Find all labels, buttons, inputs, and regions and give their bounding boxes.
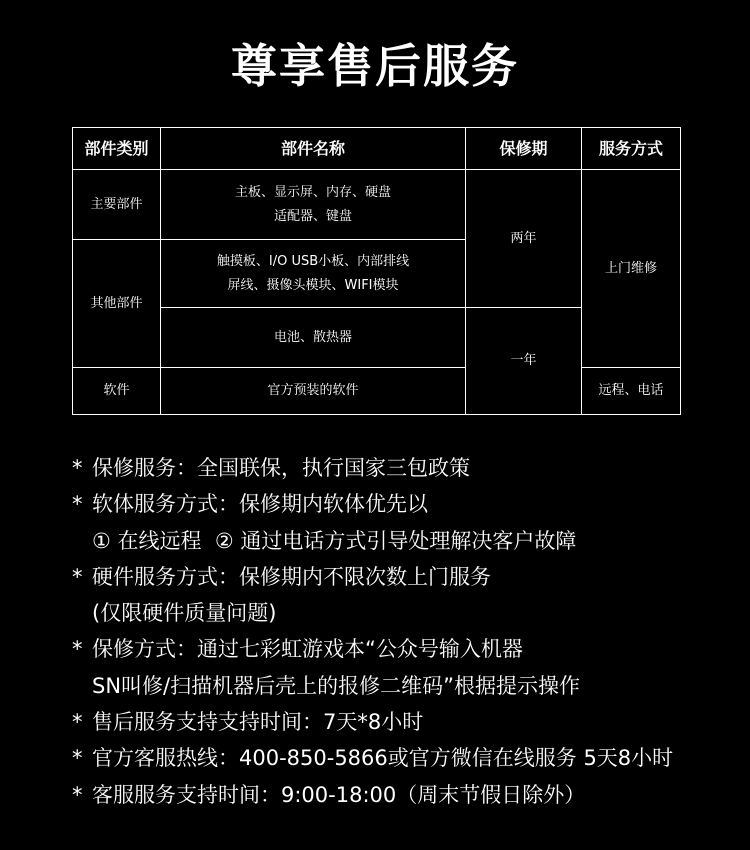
parts-battery: 电池、散热器 (161, 308, 466, 368)
parts-other-line2: 屏线、摄像头模块、WIFI模块 (227, 277, 399, 293)
warranty-table (72, 127, 681, 415)
parts-main-line1: 主板、显示屏、内存、硬盘 (234, 184, 391, 200)
note-line (72, 595, 750, 631)
table-row (73, 368, 681, 415)
category-main: 主要部件 (73, 170, 161, 240)
note-text: 售后服务支持支持时间：7天*8小时 (92, 710, 424, 735)
header-category: 部件类别 (73, 128, 161, 170)
header-warranty: 保修期 (466, 128, 582, 170)
warranty-two-years: 两年 (466, 170, 582, 308)
note-text: 硬件服务方式：保修期内不限次数上门服务 (92, 564, 491, 589)
note-line (72, 631, 750, 667)
note-bullet: * (72, 492, 83, 517)
service-remote: 远程、电话 (582, 368, 681, 415)
header-service: 服务方式 (582, 128, 681, 170)
note-text: 保修方式：通过七彩虹游戏本“公众号输入机器 (92, 637, 523, 662)
note-text: 保修服务：全国联保，执行国家三包政策 (92, 456, 470, 480)
note-text: SN叫修/扫描机器后壳上的报修二维码”根据提示操作 (92, 673, 580, 698)
note-text: 客服服务支持时间：9:00-18:00（周末节假日除外） (92, 782, 586, 807)
note-bullet: * (72, 710, 83, 735)
parts-other (161, 240, 466, 308)
note-line (72, 668, 750, 704)
note-bullet: * (72, 782, 83, 807)
parts-other-line1: 触摸板、I/O USB小板、内部排线 (216, 253, 410, 269)
note-line (72, 486, 750, 522)
parts-software: 官方预装的软件 (161, 368, 466, 415)
note-line (72, 777, 750, 813)
parts-main (161, 170, 466, 240)
category-other: 其他部件 (73, 240, 161, 368)
service-notes (72, 450, 750, 813)
note-line (72, 523, 750, 559)
note-text: ① 在线远程 ② 通过电话方式引导处理解决客户故障 (92, 528, 577, 553)
note-line (72, 450, 750, 486)
category-software: 软件 (73, 368, 161, 415)
note-text: 软体服务方式：保修期内软体优先以 (92, 492, 428, 517)
note-line (72, 740, 750, 776)
note-bullet: * (72, 456, 83, 480)
page-title: 尊享售后服务 (231, 39, 519, 93)
note-bullet: * (72, 637, 83, 662)
note-bullet: * (72, 564, 83, 589)
service-onsite: 上门维修 (582, 170, 681, 368)
note-bullet: * (72, 746, 83, 771)
warranty-one-year: 一年 (466, 308, 582, 415)
table-header-row (73, 128, 681, 170)
parts-main-line2: 适配器、键盘 (273, 208, 352, 224)
note-line (72, 704, 750, 740)
table-row (73, 170, 681, 240)
note-text: (仅限硬件质量问题) (92, 601, 277, 626)
note-line (72, 559, 750, 595)
header-part-name: 部件名称 (161, 128, 466, 170)
note-text: 官方客服热线：400-850-5866或官方微信在线服务 5天8小时 (92, 746, 674, 771)
